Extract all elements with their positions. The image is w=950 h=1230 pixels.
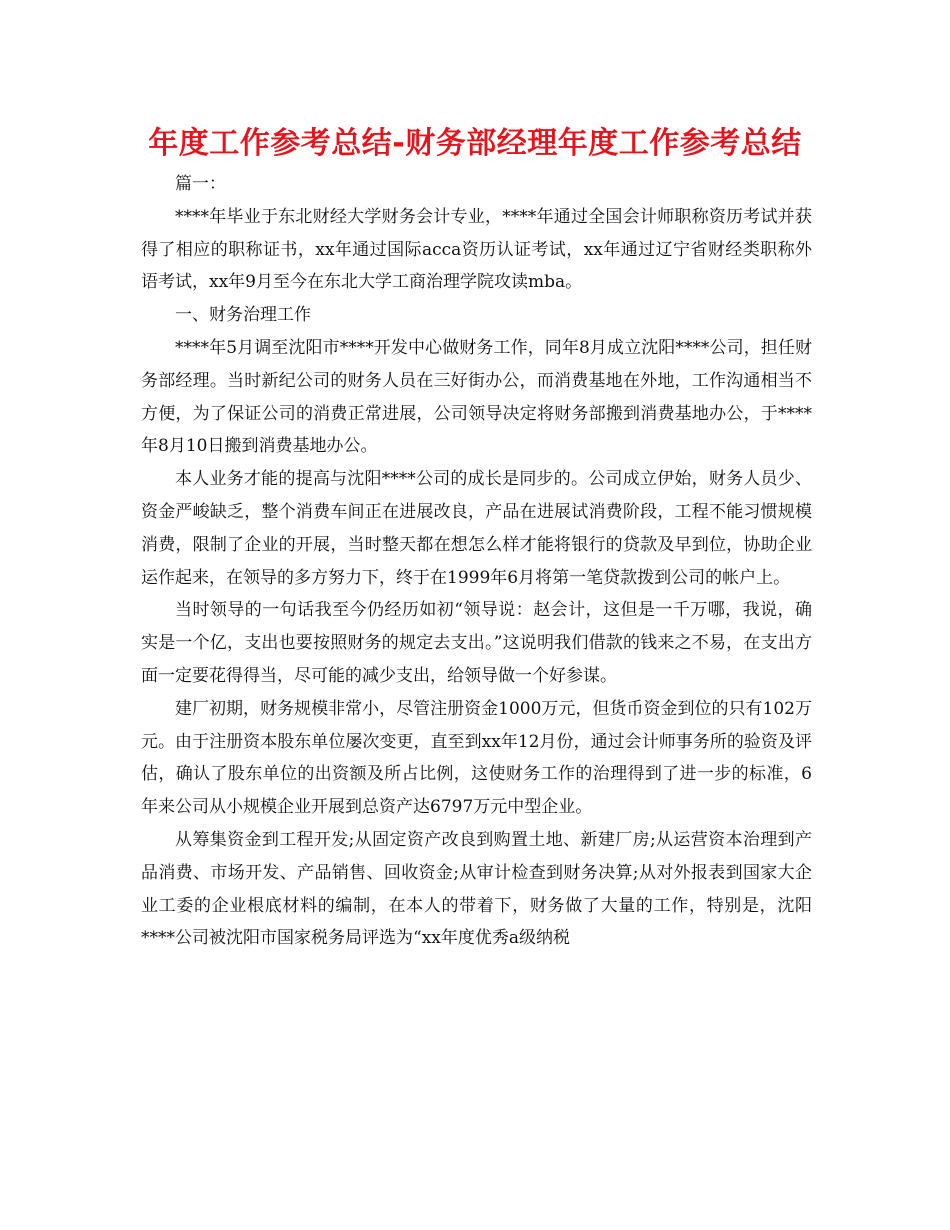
paragraph-early-stage: 建厂初期，财务规模非常小，尽管注册资金1000万元，但货币资金到位的只有102万元。由于注册资本股东单位屡次变更，直至到xx年12月份，通过会计师事务所的验资及评估，确认了股东单位的出资额及所占比例，这使财务工作的治理得到了进一步的标准，6年来公司从小规模企业开展到总资产达6797万元中型企业。 (141, 698, 812, 818)
paragraph-achievements: 从筹集资金到工程开发;从固定资产改良到购置土地、新建厂房;从运营资本治理到产品消费、市场开发、产品销售、回收资金;从审计检查到财务决算;从对外报表到国家大企业工委的企业根底材料的编制，在本人的带着下，财务做了大量的工作，特别是，沈阳****公司被沈阳市国家税务局评选为“xx年度优秀a级纳税 (141, 829, 812, 949)
section-label: 篇一： (175, 174, 226, 194)
document-title: 年度工作参考总结-财务部经理年度工作参考总结 (148, 126, 802, 161)
section-heading-financial-management: 一、财务治理工作 (175, 305, 311, 326)
paragraph-job-transfer: ****年5月调至沈阳市****开发中心做财务工作，同年8月成立沈阳****公司，担任财务部经理。当时新纪公司的财务人员在三好街办公，而消费基地在外地，工作沟通相当不方便，为了保证公司的消费正常进展，公司领导决定将财务部搬到消费基地办公，于****年8月10日搬到消费基地办公。 (141, 337, 812, 457)
paragraph-leader-quote: 当时领导的一句话我至今仍经历如初“领导说：赵会计，这但是一千万哪，我说，确实是一个亿，支出也要按照财务的规定去支出。”这说明我们借款的钱来之不易，在支出方面一定要花得得当，尽可能的减少支出，给领导做一个好参谋。 (141, 600, 812, 686)
paragraph-education: ****年毕业于东北财经大学财务会计专业，****年通过全国会计师职称资历考试并获得了相应的职称证书，xx年通过国际acca资历认证考试，xx年通过辽宁省财经类职称外语考试，xx年9月至今在东北大学工商治理学院攻读mba。 (141, 206, 812, 293)
paragraph-business-growth: 本人业务才能的提高与沈阳****公司的成长是同步的。公司成立伊始，财务人员少、资金严峻缺乏，整个消费车间正在进展改良，产品在进展试消费阶段，工程不能习惯规模消费，限制了企业的开展，当时整天都在想怎么样才能将银行的贷款及早到位，协助企业运作起来，在领导的多方努力下，终于在1999年6月将第一笔贷款拨到公司的帐户上。 (141, 469, 812, 588)
document-body (141, 168, 812, 955)
